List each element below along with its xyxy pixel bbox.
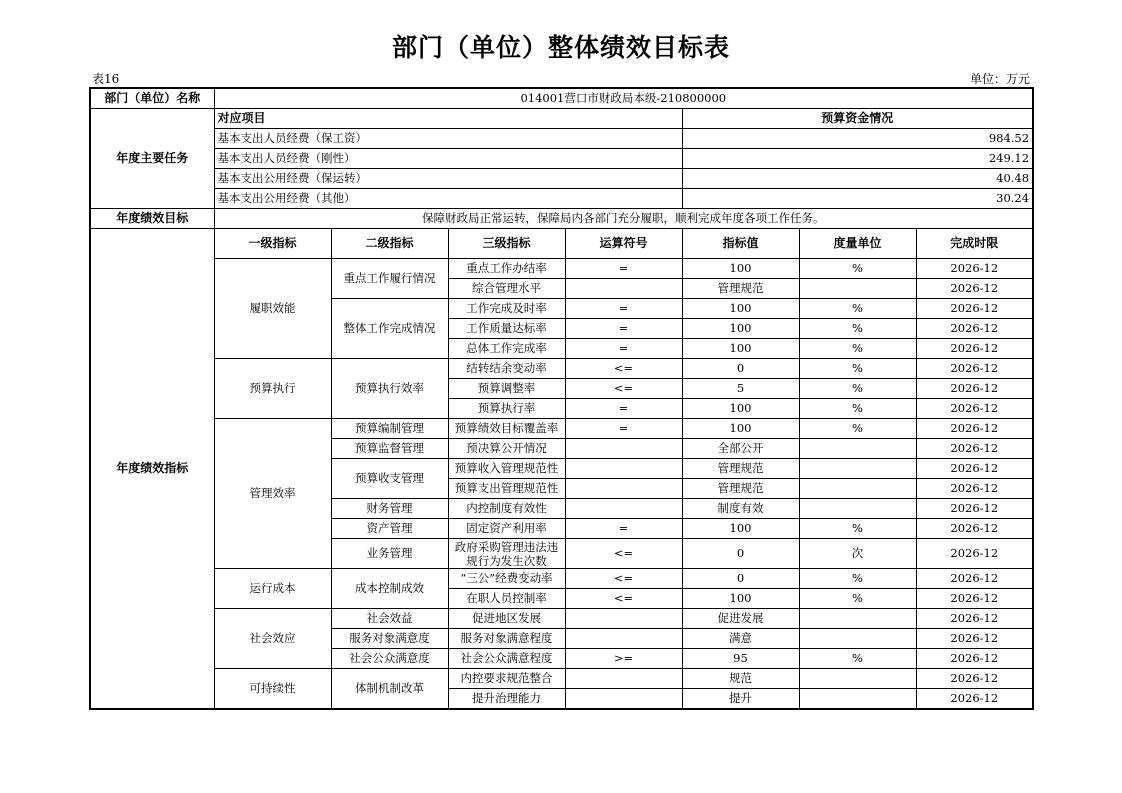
level2-cell: 体制机制改革 (331, 669, 448, 710)
value-cell: 100 (682, 419, 799, 439)
unit-cell: % (799, 299, 916, 319)
level2-cell: 成本控制成效 (331, 569, 448, 609)
task-item: 基本支出公用经费（其他） (214, 189, 682, 209)
operator-cell: <= (565, 569, 682, 589)
level2-cell: 社会公众满意度 (331, 649, 448, 669)
level3-cell: 工作质量达标率 (448, 319, 565, 339)
level2-cell: 整体工作完成情况 (331, 299, 448, 359)
level2-cell: 重点工作履行情况 (331, 259, 448, 299)
level3-cell: 内控要求规范整合 (448, 669, 565, 689)
level2-cell: 预算收支管理 (331, 459, 448, 499)
value-cell: 规范 (682, 669, 799, 689)
task-row (90, 149, 1033, 169)
operator-cell (565, 669, 682, 689)
unit-cell: % (799, 359, 916, 379)
value-cell: 100 (682, 259, 799, 279)
value-cell: 促进发展 (682, 609, 799, 629)
task-item: 基本支出人员经费（保工资） (214, 129, 682, 149)
header-unit: 度量单位 (799, 229, 916, 259)
indicator-row (90, 259, 1033, 279)
level2-cell: 业务管理 (331, 539, 448, 569)
unit-cell: % (799, 379, 916, 399)
task-amount: 40.48 (682, 169, 1033, 189)
task-item: 基本支出公用经费（保运转） (214, 169, 682, 189)
operator-cell: = (565, 419, 682, 439)
task-item: 基本支出人员经费（刚性） (214, 149, 682, 169)
operator-cell: <= (565, 589, 682, 609)
header-level1: 一级指标 (214, 229, 331, 259)
value-cell: 0 (682, 539, 799, 569)
level3-cell: 在职人员控制率 (448, 589, 565, 609)
page-title: 部门（单位）整体绩效目标表 (391, 33, 730, 62)
operator-cell (565, 629, 682, 649)
deadline-cell: 2026-12 (916, 689, 1033, 710)
dept-label: 部门（单位）名称 (90, 88, 214, 109)
deadline-cell: 2026-12 (916, 459, 1033, 479)
indicator-row (90, 609, 1033, 629)
level3-cell: 服务对象满意程度 (448, 629, 565, 649)
deadline-cell: 2026-12 (916, 419, 1033, 439)
level1-cell: 运行成本 (214, 569, 331, 609)
level3-cell: 总体工作完成率 (448, 339, 565, 359)
indicator-row (90, 569, 1033, 589)
header-value: 指标值 (682, 229, 799, 259)
operator-cell: <= (565, 539, 682, 569)
operator-cell: = (565, 519, 682, 539)
value-cell: 满意 (682, 629, 799, 649)
level1-cell: 可持续性 (214, 669, 331, 710)
level2-cell: 预算监督管理 (331, 439, 448, 459)
indicator-header-row (90, 229, 1033, 259)
header-deadline: 完成时限 (916, 229, 1033, 259)
indicator-row (90, 359, 1033, 379)
level3-cell: 政府采购管理违法违规行为发生次数 (448, 539, 565, 569)
value-cell: 管理规范 (682, 479, 799, 499)
unit-cell (799, 279, 916, 299)
deadline-cell: 2026-12 (916, 299, 1033, 319)
deadline-cell: 2026-12 (916, 629, 1033, 649)
operator-cell (565, 479, 682, 499)
level3-cell: 预决算公开情况 (448, 439, 565, 459)
level3-cell: 预算收入管理规范性 (448, 459, 565, 479)
value-cell: 提升 (682, 689, 799, 710)
deadline-cell: 2026-12 (916, 319, 1033, 339)
level3-cell: 工作完成及时率 (448, 299, 565, 319)
operator-cell (565, 459, 682, 479)
task-amount: 249.12 (682, 149, 1033, 169)
deadline-cell: 2026-12 (916, 499, 1033, 519)
dept-row (90, 88, 1033, 109)
operator-cell: <= (565, 359, 682, 379)
value-cell: 95 (682, 649, 799, 669)
value-cell: 全部公开 (682, 439, 799, 459)
unit-cell: % (799, 319, 916, 339)
deadline-cell: 2026-12 (916, 439, 1033, 459)
unit-cell: % (799, 589, 916, 609)
deadline-cell: 2026-12 (916, 359, 1033, 379)
level3-cell: 预算绩效目标覆盖率 (448, 419, 565, 439)
performance-target-table (89, 87, 1034, 710)
unit-cell (799, 459, 916, 479)
unit-cell: % (799, 399, 916, 419)
value-cell: 管理规范 (682, 279, 799, 299)
tasks-header-budget: 预算资金情况 (682, 109, 1033, 129)
level2-cell: 财务管理 (331, 499, 448, 519)
task-amount: 30.24 (682, 189, 1033, 209)
level2-cell: 预算编制管理 (331, 419, 448, 439)
level3-cell: 促进地区发展 (448, 609, 565, 629)
deadline-cell: 2026-12 (916, 589, 1033, 609)
level2-cell: 资产管理 (331, 519, 448, 539)
unit-cell (799, 479, 916, 499)
value-cell: 0 (682, 569, 799, 589)
header-level2: 二级指标 (331, 229, 448, 259)
value-cell: 100 (682, 399, 799, 419)
operator-cell (565, 609, 682, 629)
unit-cell (799, 439, 916, 459)
task-row (90, 129, 1033, 149)
value-cell: 100 (682, 319, 799, 339)
level3-cell: 综合管理水平 (448, 279, 565, 299)
deadline-cell: 2026-12 (916, 569, 1033, 589)
operator-cell (565, 689, 682, 710)
level3-cell: 重点工作办结率 (448, 259, 565, 279)
level3-cell: 预算执行率 (448, 399, 565, 419)
unit-cell: % (799, 259, 916, 279)
level3-cell: 结转结余变动率 (448, 359, 565, 379)
tasks-header-item: 对应项目 (214, 109, 682, 129)
table-number: 表16 (92, 72, 120, 86)
task-row (90, 189, 1033, 209)
deadline-cell: 2026-12 (916, 379, 1033, 399)
deadline-cell: 2026-12 (916, 649, 1033, 669)
indicators-label: 年度绩效指标 (90, 229, 214, 710)
unit-cell: % (799, 339, 916, 359)
task-amount: 984.52 (682, 129, 1033, 149)
deadline-cell: 2026-12 (916, 539, 1033, 569)
level3-cell: 预算支出管理规范性 (448, 479, 565, 499)
level1-cell: 社会效应 (214, 609, 331, 669)
level1-cell: 管理效率 (214, 419, 331, 569)
value-cell: 管理规范 (682, 459, 799, 479)
tasks-header-row (90, 109, 1033, 129)
unit-label: 单位：万元 (969, 72, 1030, 86)
operator-cell (565, 499, 682, 519)
value-cell: 0 (682, 359, 799, 379)
goal-label: 年度绩效目标 (90, 209, 214, 229)
value-cell: 100 (682, 339, 799, 359)
deadline-cell: 2026-12 (916, 669, 1033, 689)
unit-cell (799, 689, 916, 710)
unit-cell (799, 669, 916, 689)
level3-cell: “三公”经费变动率 (448, 569, 565, 589)
indicator-row (90, 419, 1033, 439)
operator-cell: = (565, 259, 682, 279)
goal-text: 保障财政局正常运转，保障局内各部门充分履职，顺利完成年度各项工作任务。 (214, 209, 1033, 229)
operator-cell: = (565, 299, 682, 319)
unit-cell: % (799, 519, 916, 539)
value-cell: 5 (682, 379, 799, 399)
deadline-cell: 2026-12 (916, 519, 1033, 539)
value-cell: 100 (682, 519, 799, 539)
level3-cell: 提升治理能力 (448, 689, 565, 710)
level3-cell: 内控制度有效性 (448, 499, 565, 519)
value-cell: 100 (682, 299, 799, 319)
dept-value: 014001营口市财政局本级-210800000 (214, 88, 1033, 109)
header-level3: 三级指标 (448, 229, 565, 259)
unit-cell: % (799, 649, 916, 669)
value-cell: 100 (682, 589, 799, 609)
level1-cell: 预算执行 (214, 359, 331, 419)
unit-cell (799, 629, 916, 649)
level2-cell: 社会效益 (331, 609, 448, 629)
operator-cell: >= (565, 649, 682, 669)
operator-cell (565, 279, 682, 299)
operator-cell (565, 439, 682, 459)
deadline-cell: 2026-12 (916, 259, 1033, 279)
level3-cell: 预算调整率 (448, 379, 565, 399)
unit-cell (799, 499, 916, 519)
header-operator: 运算符号 (565, 229, 682, 259)
level1-cell: 履职效能 (214, 259, 331, 359)
level2-cell: 服务对象满意度 (331, 629, 448, 649)
value-cell: 制度有效 (682, 499, 799, 519)
unit-cell: 次 (799, 539, 916, 569)
unit-cell: % (799, 569, 916, 589)
level3-cell: 社会公众满意程度 (448, 649, 565, 669)
deadline-cell: 2026-12 (916, 479, 1033, 499)
level3-cell: 固定资产利用率 (448, 519, 565, 539)
deadline-cell: 2026-12 (916, 279, 1033, 299)
level2-cell: 预算执行效率 (331, 359, 448, 419)
unit-cell: % (799, 419, 916, 439)
tasks-label: 年度主要任务 (90, 109, 214, 209)
unit-cell (799, 609, 916, 629)
operator-cell: = (565, 319, 682, 339)
task-row (90, 169, 1033, 189)
deadline-cell: 2026-12 (916, 609, 1033, 629)
deadline-cell: 2026-12 (916, 399, 1033, 419)
operator-cell: <= (565, 379, 682, 399)
operator-cell: = (565, 399, 682, 419)
goal-row (90, 209, 1033, 229)
deadline-cell: 2026-12 (916, 339, 1033, 359)
operator-cell: = (565, 339, 682, 359)
indicator-row (90, 669, 1033, 689)
